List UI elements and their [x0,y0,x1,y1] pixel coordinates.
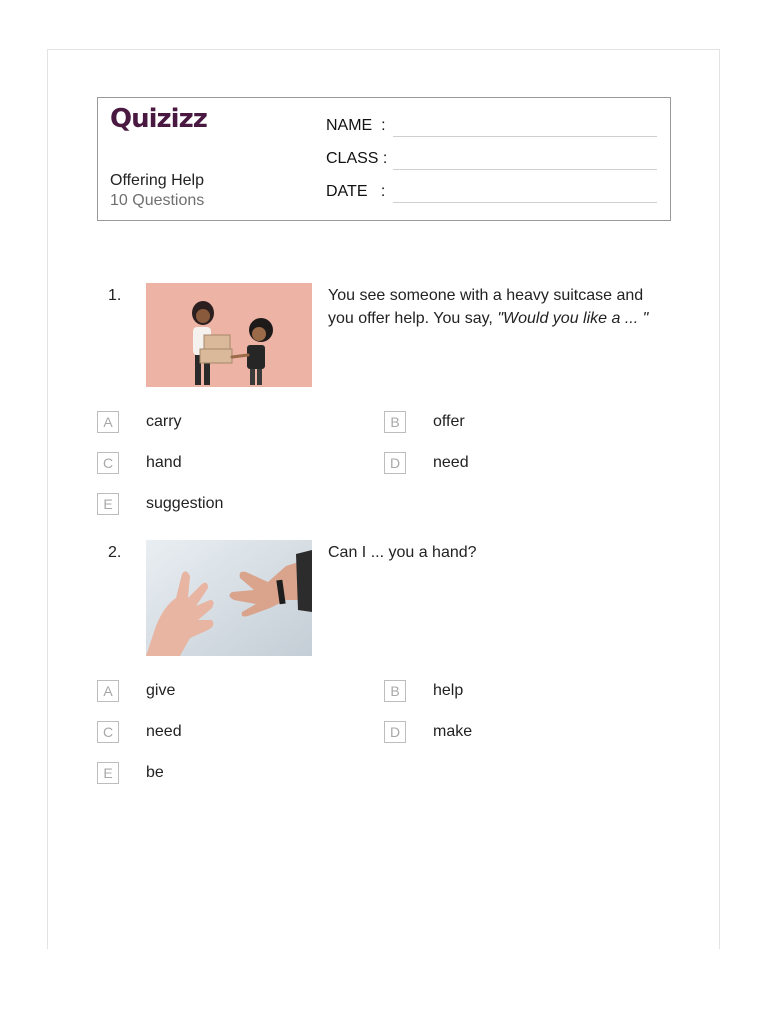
class-label: CLASS : [326,150,388,167]
question-2-option-a-text: give [146,682,176,699]
question-2-option-b-text: help [433,682,464,699]
question-2-number: 2. [108,544,122,561]
question-1-option-a-letter[interactable]: A [97,411,119,433]
question-count: 10 Questions [110,192,205,209]
question-2-option-c-text: need [146,723,182,740]
question-2-text [328,541,668,564]
question-1-number: 1. [108,287,122,304]
question-2-option-b-letter[interactable]: B [384,680,406,702]
question-1-text [328,284,668,330]
question-1-option-b-letter[interactable]: B [384,411,406,433]
name-field[interactable] [393,136,657,137]
class-field[interactable] [393,169,657,170]
question-2-option-d-letter[interactable]: D [384,721,406,743]
question-2-option-e-text: be [146,764,164,781]
question-2-option-a-letter[interactable]: A [97,680,119,702]
reaching-hands-photo [146,540,312,656]
question-2-text-plain: Can I ... you a hand? [328,544,477,561]
question-2-option-e-letter[interactable]: E [97,762,119,784]
question-1-option-b-text: offer [433,413,465,430]
question-2-option-d-text: make [433,723,473,740]
question-1-option-c-letter[interactable]: C [97,452,119,474]
question-1-option-e-text: suggestion [146,495,224,512]
date-field[interactable] [393,202,657,203]
quizizz-logo: Quizizz [110,104,207,134]
question-1-option-c-text: hand [146,454,182,471]
question-1-option-d-text: need [433,454,469,471]
question-2-option-c-letter[interactable]: C [97,721,119,743]
question-1-text-italic: "Would you like a ... " [497,310,649,327]
name-label: NAME : [326,117,386,134]
question-1-option-d-letter[interactable]: D [384,452,406,474]
question-1-image [146,283,312,387]
date-label: DATE : [326,183,386,200]
question-1-option-a-text: carry [146,413,182,430]
quiz-title: Offering Help [110,172,204,189]
question-1-option-e-letter[interactable]: E [97,493,119,515]
question-1-text-plain: You see someone with a heavy suitcase and you offer help. You say, [328,287,644,327]
question-2-image [146,540,312,656]
people-carrying-boxes-illustration [146,283,312,387]
